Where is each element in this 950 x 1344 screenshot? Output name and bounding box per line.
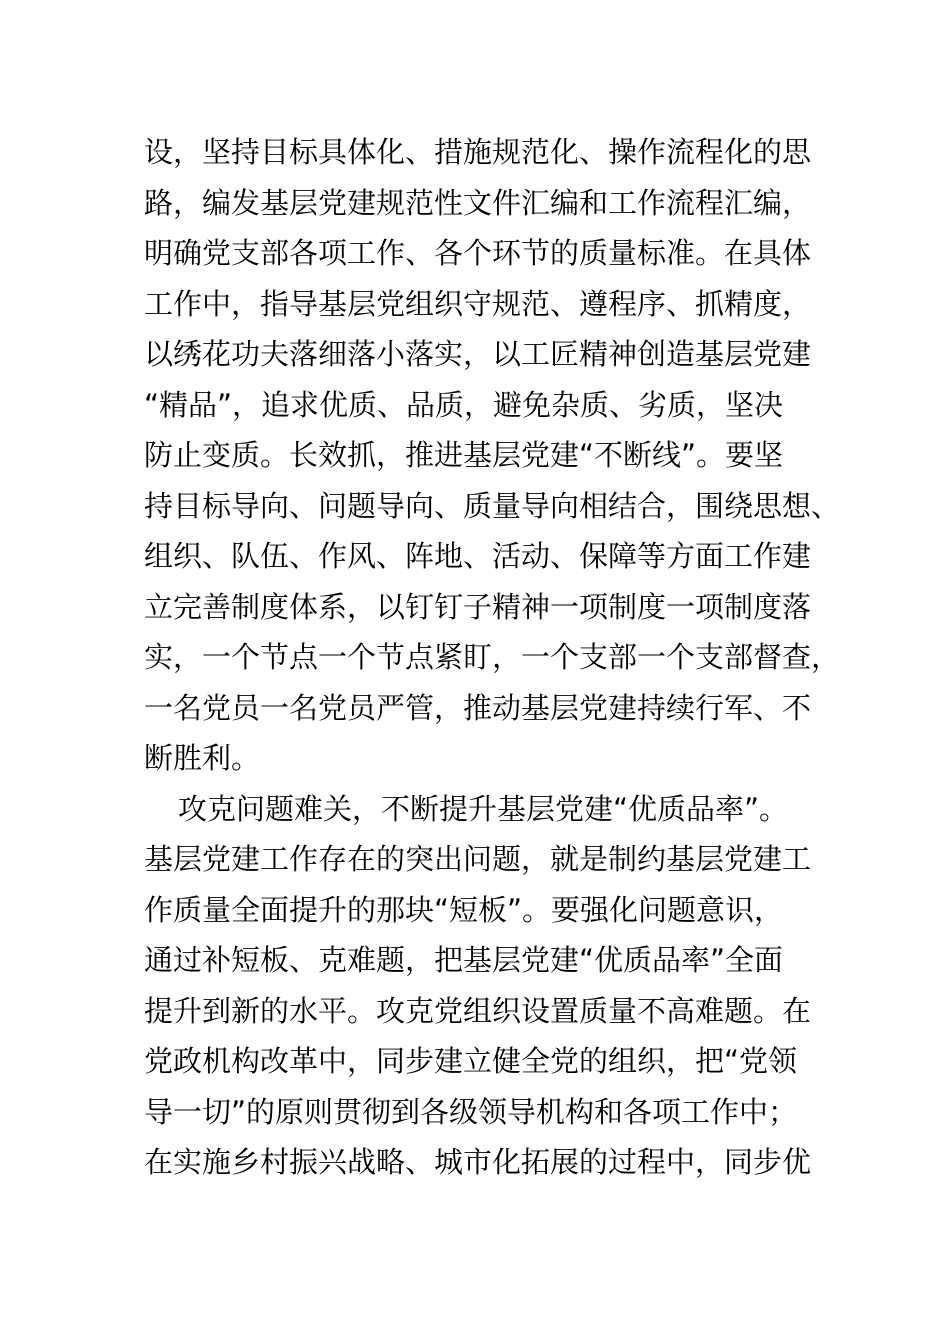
text-line: 防止变质。长效抓，推进基层党建“不断线”。要坚 bbox=[144, 438, 784, 472]
text-line: 断胜利。 bbox=[144, 741, 261, 775]
text-line: 路，编发基层党建规范性文件汇编和工作流程汇编， bbox=[144, 185, 812, 220]
text-line: 在实施乡村振兴战略、城市化拓展的过程中，同步优 bbox=[144, 1145, 812, 1179]
text-line: 导一切”的原则贯彻到各级领导机构和各项工作中； bbox=[144, 1094, 798, 1129]
text-line: 攻克问题难关，不断提升基层党建“优质品率”。 bbox=[178, 791, 789, 826]
text-line: 组织、队伍、作风、阵地、活动、保障等方面工作建 bbox=[144, 539, 812, 573]
text-line: 立完善制度体系，以钉钉子精神一项制度一项制度落 bbox=[144, 589, 812, 624]
text-line: “精品”，追求优质、品质，避免杂质、劣质，坚决 bbox=[144, 387, 784, 422]
text-line: 提升到新的水平。攻克党组织设置质量不高难题。在 bbox=[144, 993, 812, 1028]
text-line: 明确党支部各项工作、各个环节的质量标准。在具体 bbox=[144, 236, 812, 270]
text-line: 一名党员一名党员严管，推动基层党建持续行军、不 bbox=[144, 690, 812, 725]
paragraph-1 bbox=[144, 127, 841, 784]
text-line: 以绣花功夫落细落小落实，以工匠精神创造基层党建 bbox=[144, 337, 812, 371]
paragraph-2 bbox=[144, 784, 824, 1188]
text-line: 工作中，指导基层党组织守规范、遵程序、抓精度， bbox=[144, 286, 812, 321]
document-body bbox=[144, 127, 841, 1188]
text-line: 党政机构改革中，同步建立健全党的组织，把“党领 bbox=[144, 1044, 798, 1078]
text-line: 作质量全面提升的那块“短板”。要强化问题意识， bbox=[144, 892, 784, 927]
text-line: 基层党建工作存在的突出问题，就是制约基层党建工 bbox=[144, 842, 812, 876]
text-line: 设，坚持目标具体化、措施规范化、操作流程化的思 bbox=[144, 135, 812, 169]
text-line: 实，一个节点一个节点紧盯，一个支部一个支部督查， bbox=[144, 640, 841, 674]
text-line: 通过补短板、克难题，把基层党建“优质品率”全面 bbox=[144, 943, 784, 977]
text-line: 持目标导向、问题导向、质量导向相结合，围绕思想、 bbox=[144, 488, 841, 523]
